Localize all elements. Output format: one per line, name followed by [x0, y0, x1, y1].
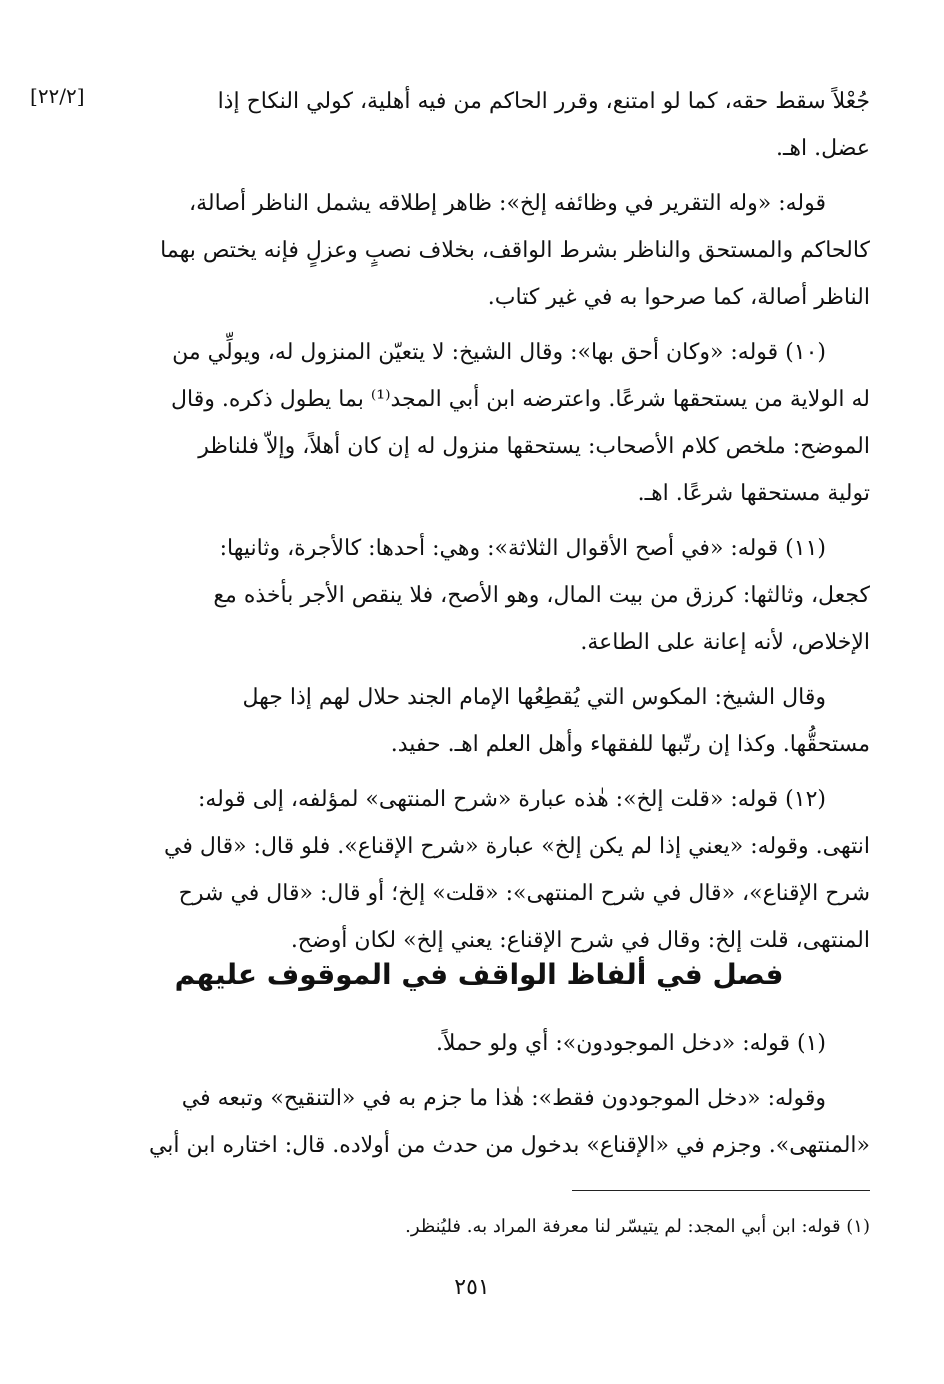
text-line: (١٠) قوله: «وكان أحق بها»: وقال الشيخ: لا يتعيّن المنزول له، ويولِّي من: [172, 340, 826, 365]
text-line: كالحاكم والمستحق والناظر بشرط الواقف، بخلاف نصبٍ وعزلٍ فإنه يختص بهما: [160, 238, 870, 263]
section-heading: فصل في ألفاظ الواقف في الموقوف عليهم: [174, 958, 784, 991]
text-line: كجعل، وثالثها: كرزق من بيت المال، وهو الأصح، فلا ينقص الأجر بأخذه مع: [213, 583, 870, 608]
text-line: مستحقُّها. وكذا إن رتّبها للفقهاء وأهل العلم اهـ. حفيد.: [390, 732, 870, 757]
text-line: (١٢) قوله: «قلت إلخ»: هٰذه عبارة «شرح المنتهى» لمؤلفه، إلى قوله:: [197, 787, 826, 812]
footnote-divider: [572, 1190, 870, 1191]
text-line: وقوله: «دخل الموجودون فقط»: هٰذا ما جزم به في «التنقيح» وتبعه في: [181, 1086, 826, 1111]
text-line: الإخلاص، لأنه إعانة على الطاعة.: [580, 630, 870, 655]
text-line: شرح الإقناع»، «قال في شرح المنتهى»: «قلت» إلخ؛ أو قال: «قال في شرح: [178, 881, 870, 906]
text-line: جُعْلاً سقط حقه، كما لو امتنع، وقرر الحاكم من فيه أهلية، كولي النكاح إذا: [217, 89, 870, 114]
text-line: انتهى. وقوله: «يعني إذا لم يكن إلخ» عبارة «شرح الإقناع». فلو قال: «قال في: [164, 834, 870, 859]
main-text: [88, 78, 870, 964]
text-line: المنتهى، قلت إلخ: وقال في شرح الإقناع: يعني إلخ» لكان أوضح.: [290, 928, 870, 953]
section-text: [88, 1020, 870, 1169]
margin-volume-reference: [٢٢/٢]: [30, 84, 85, 108]
footnote: (١) قوله: ابن أبي المجد: لم يتيسّر لنا معرفة المراد به. فليُنظر.: [405, 1216, 870, 1237]
text-line: الناظر أصالة، كما صرحوا به في غير كتاب.: [487, 285, 870, 310]
text-line: (١١) قوله: «في أصح الأقوال الثلاثة»: وهي: أحدها: كالأجرة، وثانيها:: [219, 536, 826, 561]
text-line: قوله: «وله التقرير في وظائفه إلخ»: ظاهر إطلاقه يشمل الناظر أصالة،: [189, 191, 826, 216]
text-line: وقال الشيخ: المكوس التي يُقطِعُها الإمام الجند حلال لهم إذا جهل: [242, 685, 826, 710]
text-line: له الولاية من يستحقها شرعًا. واعترضه ابن أبي المجد⁽¹⁾ بما يطول ذكره. وقال: [171, 387, 870, 412]
text-line: «المنتهى». وجزم في «الإقناع» بدخول من حدث من أولاده. قال: اختاره ابن أبي: [148, 1133, 870, 1158]
text-line: عضل. اهـ.: [775, 136, 870, 161]
text-line: (١) قوله: «دخل الموجودون»: أي ولو حملاً.: [435, 1031, 826, 1056]
text-line: تولية مستحقها شرعًا. اهـ.: [637, 481, 870, 506]
text-line: الموضح: ملخص كلام الأصحاب: يستحقها منزول له إن كان أهلاً، وإلاّ فلناظر: [198, 434, 870, 459]
page-number: ٢٥١: [454, 1275, 490, 1300]
